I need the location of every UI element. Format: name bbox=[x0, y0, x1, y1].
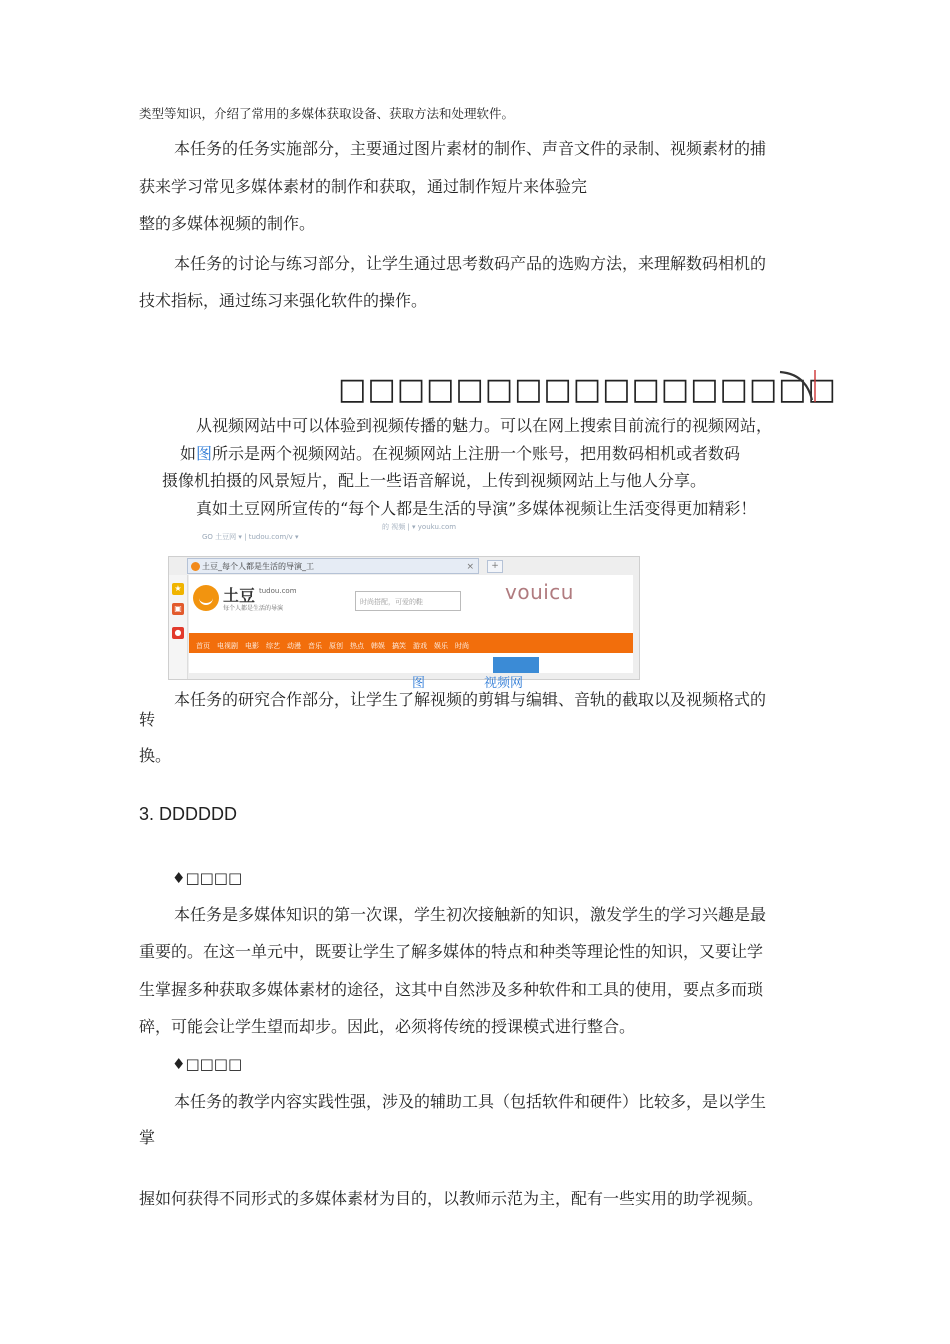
new-tab-button[interactable]: + bbox=[487, 560, 503, 573]
paragraph-video-line2 bbox=[180, 444, 740, 464]
paragraph-video-line1: 从视频网站中可以体验到视频传播的魅力。可以在网上搜索目前流行的视频网站， bbox=[196, 416, 773, 435]
nav-item[interactable]: 原创 bbox=[329, 642, 343, 650]
paragraph-video-line3: 摄像机拍摄的风景短片，配上一些语音解说，上传到视频网站上与他人分享。 bbox=[162, 471, 707, 490]
section-heading: 3. DDDDDD bbox=[139, 804, 238, 824]
sub-heading-2: ♦□□□□ bbox=[172, 1055, 243, 1073]
nav-item[interactable]: 时尚 bbox=[455, 642, 469, 650]
nav-item[interactable]: 电视剧 bbox=[217, 642, 238, 650]
nav-item[interactable]: 搞笑 bbox=[392, 642, 406, 650]
tudou-logo-icon bbox=[193, 585, 219, 611]
video-sites-figure bbox=[160, 520, 820, 690]
figure-caption-a: 图 bbox=[412, 676, 426, 691]
nav-item[interactable]: 首页 bbox=[196, 642, 210, 650]
star-icon[interactable]: ★ bbox=[172, 583, 184, 595]
paragraph-implement-line2: 获来学习常见多媒体素材的制作和获取，通过制作短片来体验完 bbox=[139, 177, 588, 196]
side-button[interactable] bbox=[493, 657, 539, 673]
paragraph-practice-line2: 掌 bbox=[139, 1128, 156, 1147]
paragraph-first-line3: 生掌握多种获取多媒体素材的途径，这其中自然涉及多种软件和工具的使用，要点多而琐 bbox=[139, 980, 764, 999]
tudou-browser-window bbox=[168, 556, 640, 680]
text-segment: 所示是两个视频网站。在视频网站上注册一个账号，把用数码相机或者数码 bbox=[212, 444, 741, 463]
paragraph-video-line4: 真如土豆网所宣传的“每个人都是生活的导演”多媒体视频让生活变得更加精彩！ bbox=[196, 499, 757, 518]
browser-sidebar bbox=[169, 575, 188, 679]
nav-item[interactable]: 热点 bbox=[350, 642, 364, 650]
nav-item[interactable]: 电影 bbox=[245, 642, 259, 650]
paragraph-implement-line1: 本任务的任务实施部分，主要通过图片素材的制作、声音文件的录制、视频素材的捕 bbox=[174, 139, 767, 158]
paragraph-discuss-line1: 本任务的讨论与练习部分，让学生通过思考数码产品的选购方法，来理解数码相机的 bbox=[174, 254, 767, 273]
youku-address-bar: 的 视频 | ▾ youku.com bbox=[382, 523, 457, 531]
nav-item[interactable]: 音乐 bbox=[308, 642, 322, 650]
paragraph-practice-line1: 本任务的教学内容实践性强，涉及的辅助工具（包括软件和硬件）比较多，是以学生 bbox=[174, 1092, 767, 1111]
figure-link[interactable]: 图 bbox=[196, 444, 213, 463]
sub-heading-1: ♦□□□□ bbox=[172, 869, 243, 887]
paragraph-first-line4: 碎，可能会让学生望而却步。因此，必须将传统的授课模式进行整合。 bbox=[139, 1017, 636, 1036]
nav-item[interactable]: 游戏 bbox=[413, 642, 427, 650]
paragraph-research-line3: 换。 bbox=[139, 746, 172, 765]
paragraph-first-line1: 本任务是多媒体知识的第一次课，学生初次接触新的知识，激发学生的学习兴趣是最 bbox=[174, 905, 767, 924]
close-icon[interactable]: × bbox=[466, 562, 474, 572]
text-segment: 如 bbox=[180, 444, 197, 463]
tudou-brand: 土豆 bbox=[223, 586, 256, 605]
intro-line: 类型等知识，介绍了常用的多媒体获取设备、获取方法和处理软件。 bbox=[139, 106, 515, 121]
nav-item[interactable]: 综艺 bbox=[266, 642, 280, 650]
boxed-heading: □□□□□□□□□□□□□□□□□ bbox=[338, 372, 837, 407]
nav-item[interactable]: 韩娱 bbox=[371, 642, 385, 650]
tab-title: 土豆_每个人都是生活的导演_工 bbox=[202, 562, 314, 571]
nav-item[interactable]: 娱乐 bbox=[434, 642, 448, 650]
search-input[interactable]: 时尚搭配，可爱的鞋 bbox=[355, 591, 461, 611]
tudou-slogan: 每个人都是生活的导演 bbox=[223, 605, 284, 612]
page-curl-decoration bbox=[778, 368, 818, 404]
paragraph-first-line2: 重要的。在这一单元中，既要让学生了解多媒体的特点和种类等理论性的知识，又要让学 bbox=[139, 942, 764, 961]
weibo-icon[interactable]: ● bbox=[172, 627, 184, 639]
tudou-address-bar: GO 土豆网 ▾ | tudou.com/v ▾ bbox=[202, 533, 299, 541]
tudou-nav-bar bbox=[189, 633, 633, 653]
tudou-favicon-icon bbox=[191, 562, 200, 571]
paragraph-practice-line3: 握如何获得不同形式的多媒体素材为目的，以教师示范为主，配有一些实用的助学视频。 bbox=[139, 1189, 764, 1208]
paragraph-discuss-line2: 技术指标，通过练习来强化软件的操作。 bbox=[139, 291, 428, 310]
paragraph-research-line1: 本任务的研究合作部分，让学生了解视频的剪辑与编辑、音轨的截取以及视频格式的 bbox=[174, 690, 767, 709]
paragraph-implement-line3: 整的多媒体视频的制作。 bbox=[139, 214, 316, 233]
tudou-domain: tudou.com bbox=[259, 587, 297, 595]
browser-tab[interactable] bbox=[187, 558, 479, 574]
nav-item[interactable]: 动漫 bbox=[287, 642, 301, 650]
bag-icon[interactable]: ▣ bbox=[172, 603, 184, 615]
youku-brand: vouicu bbox=[505, 580, 574, 604]
paragraph-research-line2: 转 bbox=[139, 710, 156, 729]
figure-caption-b: 视频网 bbox=[484, 676, 524, 691]
